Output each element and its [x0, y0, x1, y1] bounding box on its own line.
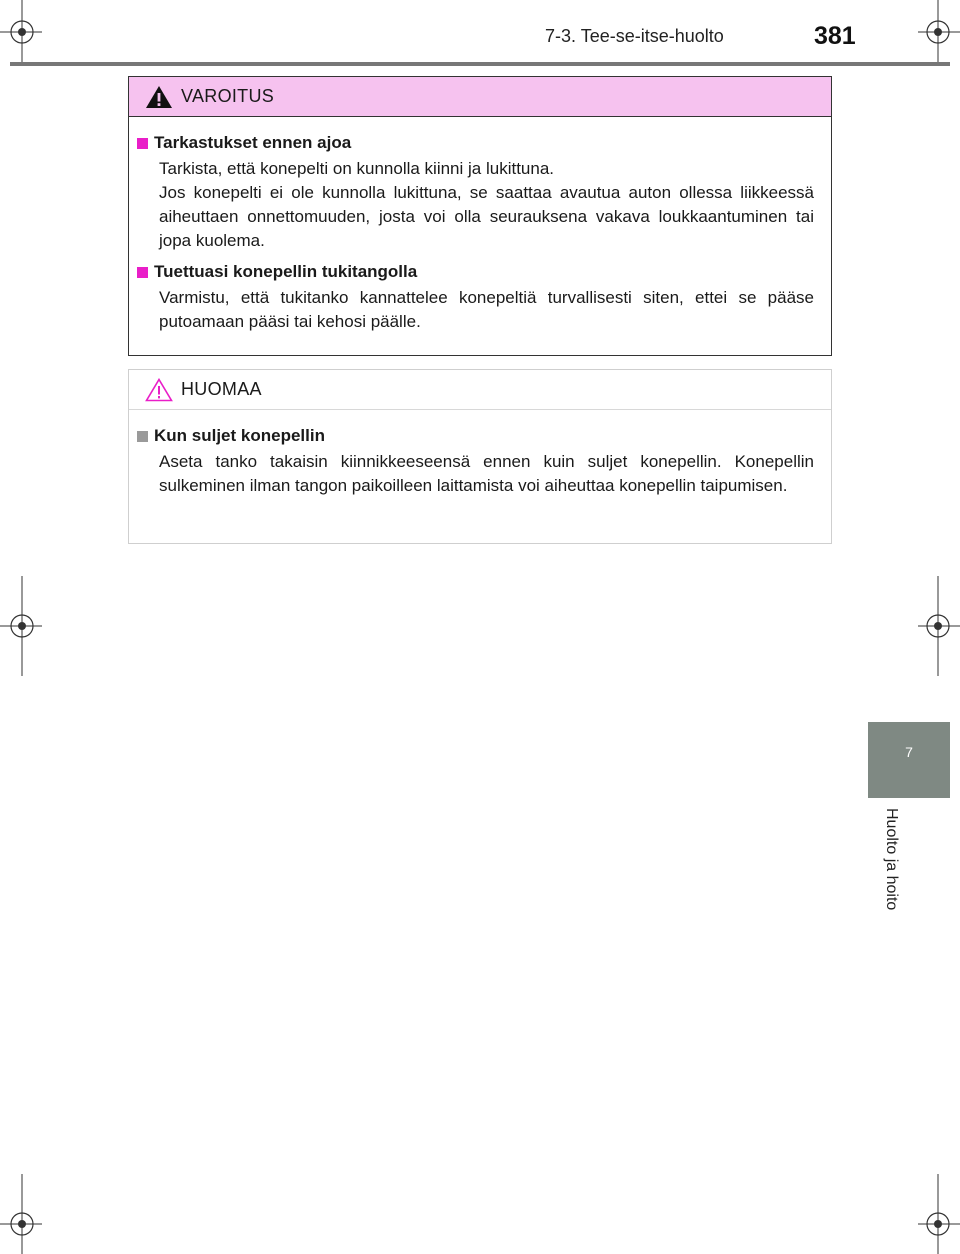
chapter-label: Huolto ja hoito	[883, 808, 900, 911]
registration-mark-icon	[0, 0, 42, 62]
notice-title: HUOMAA	[181, 379, 262, 399]
item-heading	[137, 133, 814, 153]
paragraph: Aseta tanko takaisin kiinnikkeeseensä ennen kuin suljet konepellin. Konepellin sulkeminen ilman tangon paikoilleen laittamista voi aiheuttaa konepellin taipumisen.	[159, 452, 814, 495]
item-text	[159, 157, 814, 253]
warning-body	[129, 117, 831, 334]
warning-title: VAROITUS	[181, 86, 275, 106]
registration-mark-icon	[918, 0, 960, 62]
chapter-tab	[868, 722, 950, 798]
bullet-square-icon	[137, 138, 148, 149]
registration-mark-icon	[918, 1174, 960, 1254]
registration-mark-icon	[918, 576, 960, 676]
item-heading-text: Tarkastukset ennen ajoa	[154, 133, 352, 152]
notice-header	[129, 370, 831, 410]
header-rule	[10, 62, 950, 66]
item-heading	[137, 262, 814, 282]
paragraph: Varmistu, että tukitanko kannattelee konepeltiä turvallisesti siten, ettei se pääse putoamaan pääsi tai kehosi päälle.	[159, 288, 814, 331]
item-text	[159, 450, 814, 498]
bullet-square-icon	[137, 267, 148, 278]
notice-body	[129, 410, 831, 498]
registration-mark-icon	[0, 576, 42, 676]
notice-box	[128, 369, 832, 544]
warning-triangle-icon	[145, 85, 173, 109]
caution-triangle-icon	[145, 378, 173, 402]
page-number: 381	[814, 22, 856, 50]
warning-header	[129, 77, 831, 117]
item-heading	[137, 426, 814, 446]
section-title: 7-3. Tee-se-itse-huolto	[545, 26, 724, 46]
paragraph: Jos konepelti ei ole kunnolla lukittuna, se saattaa avautua auton ollessa liikkeessä aiheuttaen onnettomuuden, josta voi olla seurauksena vakava loukkaantuminen tai jopa kuolema.	[159, 183, 814, 250]
item-text	[159, 286, 814, 334]
item-heading-text: Kun suljet konepellin	[154, 426, 325, 445]
registration-mark-icon	[0, 1174, 42, 1254]
bullet-square-icon	[137, 431, 148, 442]
paragraph: Tarkista, että konepelti on kunnolla kiinni ja lukittuna.	[159, 159, 555, 178]
chapter-number: 7	[905, 744, 913, 760]
item-heading-text: Tuettuasi konepellin tukitangolla	[154, 262, 418, 281]
warning-box	[128, 76, 832, 356]
